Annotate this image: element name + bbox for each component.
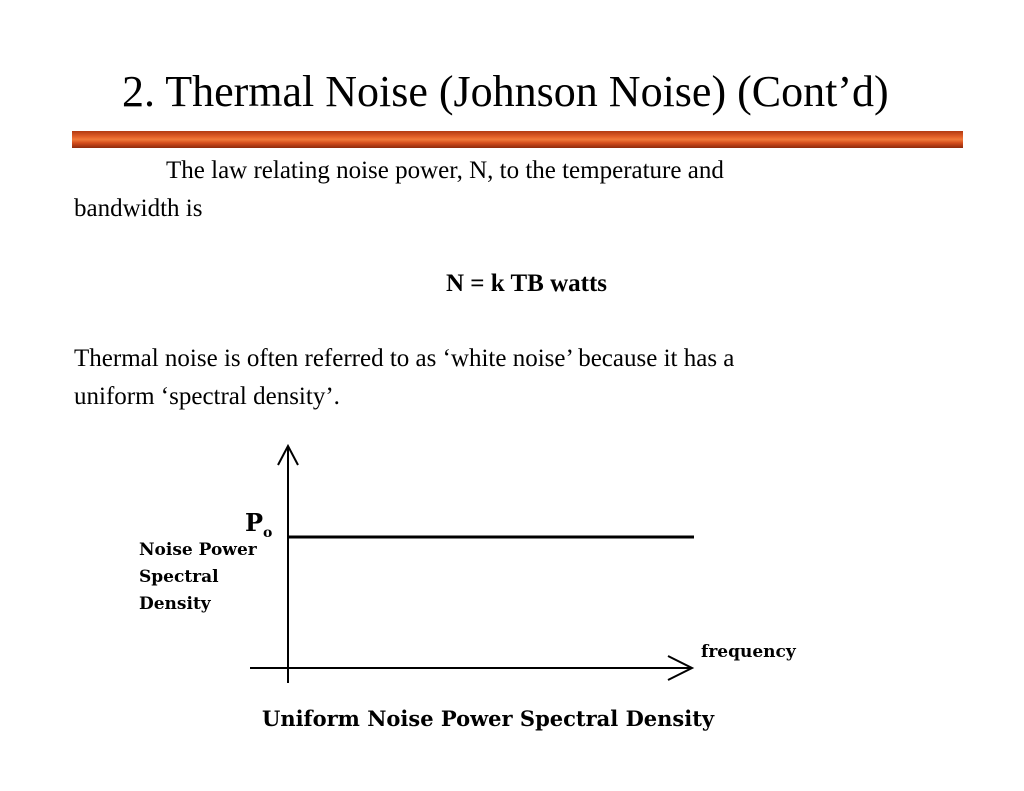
noise-power-formula: N = k TB watts: [446, 270, 608, 297]
title-underline-bar: [72, 131, 963, 148]
level-label-main: P: [245, 508, 264, 537]
slide-title: 2. Thermal Noise (Johnson Noise) (Cont’d): [122, 67, 889, 116]
y-axis-arrowhead: [278, 446, 298, 465]
x-axis-label: frequency: [701, 642, 796, 662]
level-label-subscript: o: [263, 525, 273, 541]
y-axis-label-line-2: Spectral: [139, 567, 219, 587]
y-axis-label-line-3: Density: [139, 594, 211, 614]
paragraph-1-line-2: bandwidth is: [74, 195, 203, 222]
paragraph-1-line-1: The law relating noise power, N, to the temperature and: [166, 157, 724, 184]
diagram-caption: Uniform Noise Power Spectral Density: [262, 706, 715, 731]
level-label: [245, 508, 272, 541]
paragraph-2-line-2: uniform ‘spectral density’.: [74, 383, 340, 410]
x-axis-arrowhead: [668, 656, 692, 680]
y-axis-label-line-1: Noise Power: [139, 540, 257, 560]
paragraph-2-line-1: Thermal noise is often referred to as ‘white noise’ because it has a: [74, 345, 735, 372]
